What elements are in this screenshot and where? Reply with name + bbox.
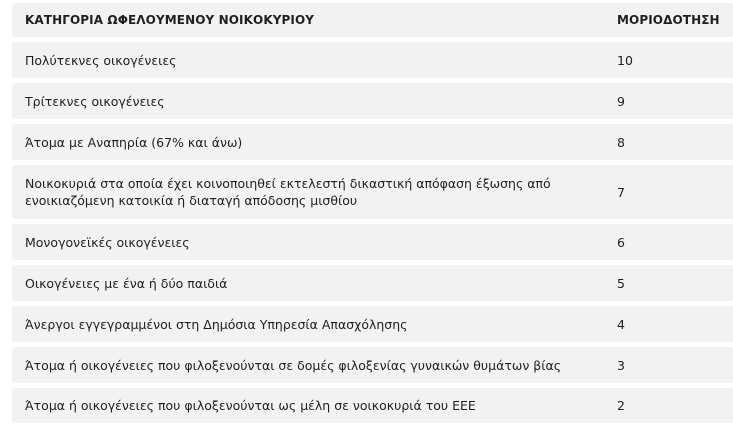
row-score: 6	[617, 234, 625, 250]
row-score: 5	[617, 275, 625, 291]
row-category: Τρίτεκνες οικογένειες	[25, 93, 165, 109]
header-score: ΜΟΡΙΟΔΟΤΗΣΗ	[617, 13, 720, 27]
scoring-table	[12, 3, 733, 423]
row-score: 2	[617, 398, 625, 413]
row-category: Άτομα με Αναπηρία (67% και άνω)	[25, 134, 243, 150]
row-category: Άτομα ή οικογένειες που φιλοξενούνται σε δομές φιλοξενίας γυναικών θυμάτων βίας	[25, 357, 562, 373]
row-score: 8	[617, 134, 625, 150]
row-category: Νοικοκυριά στα οποία έχει κοινοποιηθεί εκτελεστή δικαστική απόφαση έξωσης από ενοικιαζόμενη κατοικία ή διαταγή απόδοσης μισθίου	[25, 176, 551, 208]
table-row	[12, 83, 733, 119]
row-score: 7	[617, 184, 625, 200]
table-row	[12, 306, 733, 342]
table-row	[12, 388, 733, 423]
row-score: 4	[617, 316, 625, 332]
table-row	[12, 224, 733, 260]
row-category: Πολύτεκνες οικογένειες	[25, 52, 177, 68]
row-category: Άνεργοι εγγεγραμμένοι στη Δημόσια Υπηρεσία Απασχόλησης	[25, 316, 408, 332]
row-score: 3	[617, 357, 625, 373]
table-row	[12, 124, 733, 160]
table-row	[12, 42, 733, 78]
row-score: 10	[617, 52, 633, 68]
header-category: ΚΑΤΗΓΟΡΙΑ ΩΦΕΛΟΥΜΕΝΟΥ ΝΟΙΚΟΚΥΡΙΟΥ	[25, 12, 315, 27]
row-score: 9	[617, 93, 625, 109]
table-row	[12, 347, 733, 383]
table-row	[12, 165, 733, 219]
row-category: Μονογονεϊκές οικογένειες	[25, 234, 190, 250]
row-category: Άτομα ή οικογένειες που φιλοξενούνται ως μέλη σε νοικοκυριά του ΕΕΕ	[25, 398, 476, 413]
table-header-row	[12, 3, 733, 37]
row-category: Οικογένειες με ένα ή δύο παιδιά	[25, 275, 228, 291]
table-row	[12, 265, 733, 301]
